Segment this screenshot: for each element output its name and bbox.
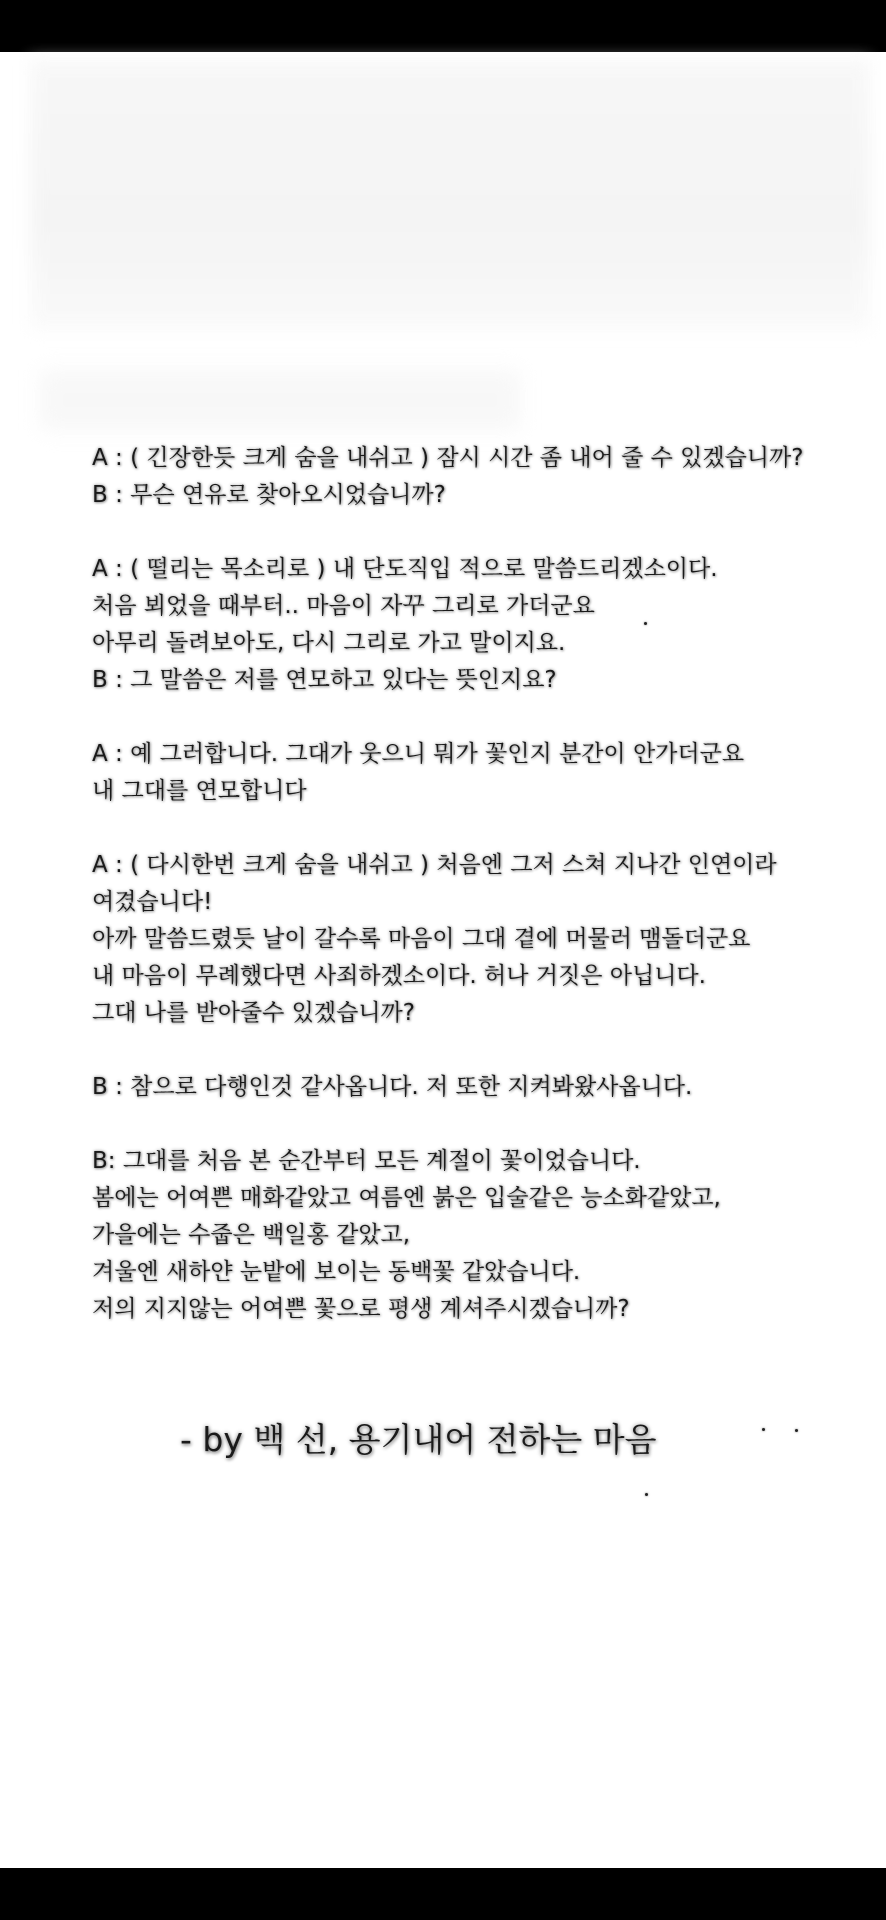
top-black-bar	[0, 0, 886, 52]
poem-line: 그대 나를 받아줄수 있겠습니까?	[92, 1000, 415, 1026]
dialogue-poem	[92, 440, 862, 1328]
poem-line: 내 마음이 무례했다면 사죄하겠소이다. 허나 거짓은 아닙니다.	[92, 963, 706, 989]
poem-line: 내 그대를 연모합니다	[92, 778, 307, 804]
poem-line: 아까 말씀드렸듯 날이 갈수록 마음이 그대 곁에 머물러 맴돌더군요	[92, 926, 751, 952]
poem-line: B : 무슨 연유로 찾아오시었습니까?	[92, 482, 446, 508]
poem-line: A : ( 긴장한듯 크게 숨을 내쉬고 ) 잠시 시간 좀 내어 줄 수 있겠습니까?	[92, 445, 804, 471]
poem-line: B : 참으로 다행인것 같사옵니다. 저 또한 지켜봐왔사옵니다.	[92, 1074, 693, 1100]
poem-line: A : 예 그러합니다. 그대가 웃으니 뭐가 꽃인지 분간이 안가더군요	[92, 741, 745, 767]
poem-line: 봄에는 어여쁜 매화같았고 여름엔 붉은 입술같은 능소화같았고,	[92, 1185, 721, 1211]
poem-blank-line	[92, 810, 862, 847]
faded-background-area	[30, 60, 870, 330]
poem-line: 아무리 돌려보아도, 다시 그리로 가고 말이지요.	[92, 630, 566, 656]
faded-background-strip	[40, 370, 520, 430]
poem-line: 가을에는 수줍은 백일홍 같았고,	[92, 1222, 411, 1248]
poem-blank-line	[92, 1032, 862, 1069]
poem-line: A : ( 떨리는 목소리로 ) 내 단도직입 적으로 말씀드리겠소이다.	[92, 556, 718, 582]
speck-dot	[644, 622, 647, 625]
poem-blank-line	[92, 699, 862, 736]
poem-line: A : ( 다시한번 크게 숨을 내쉬고 ) 처음엔 그저 스쳐 지나간 인연이라	[92, 852, 777, 878]
speck-dot	[762, 1428, 765, 1431]
poem-blank-line	[92, 1106, 862, 1143]
signature-text: - by 백 선, 용기내어 전하는 마음	[180, 1420, 657, 1459]
bottom-black-bar	[0, 1868, 886, 1920]
poem-line: 여겼습니다!	[92, 889, 213, 915]
speck-dot	[795, 1429, 798, 1432]
speck-dot	[645, 1493, 648, 1496]
poem-line: 겨울엔 새하얀 눈밭에 보이는 동백꽃 같았습니다.	[92, 1259, 581, 1285]
poem-line: 저의 지지않는 어여쁜 꽃으로 평생 계셔주시겠습니까?	[92, 1296, 630, 1322]
poem-line: 처음 뵈었을 때부터.. 마음이 자꾸 그리로 가더군요	[92, 593, 595, 619]
poem-line: B : 그 말씀은 저를 연모하고 있다는 뜻인지요?	[92, 667, 557, 693]
poem-blank-line	[92, 514, 862, 551]
poem-line: B: 그대를 처음 본 순간부터 모든 계절이 꽃이었습니다.	[92, 1148, 641, 1174]
